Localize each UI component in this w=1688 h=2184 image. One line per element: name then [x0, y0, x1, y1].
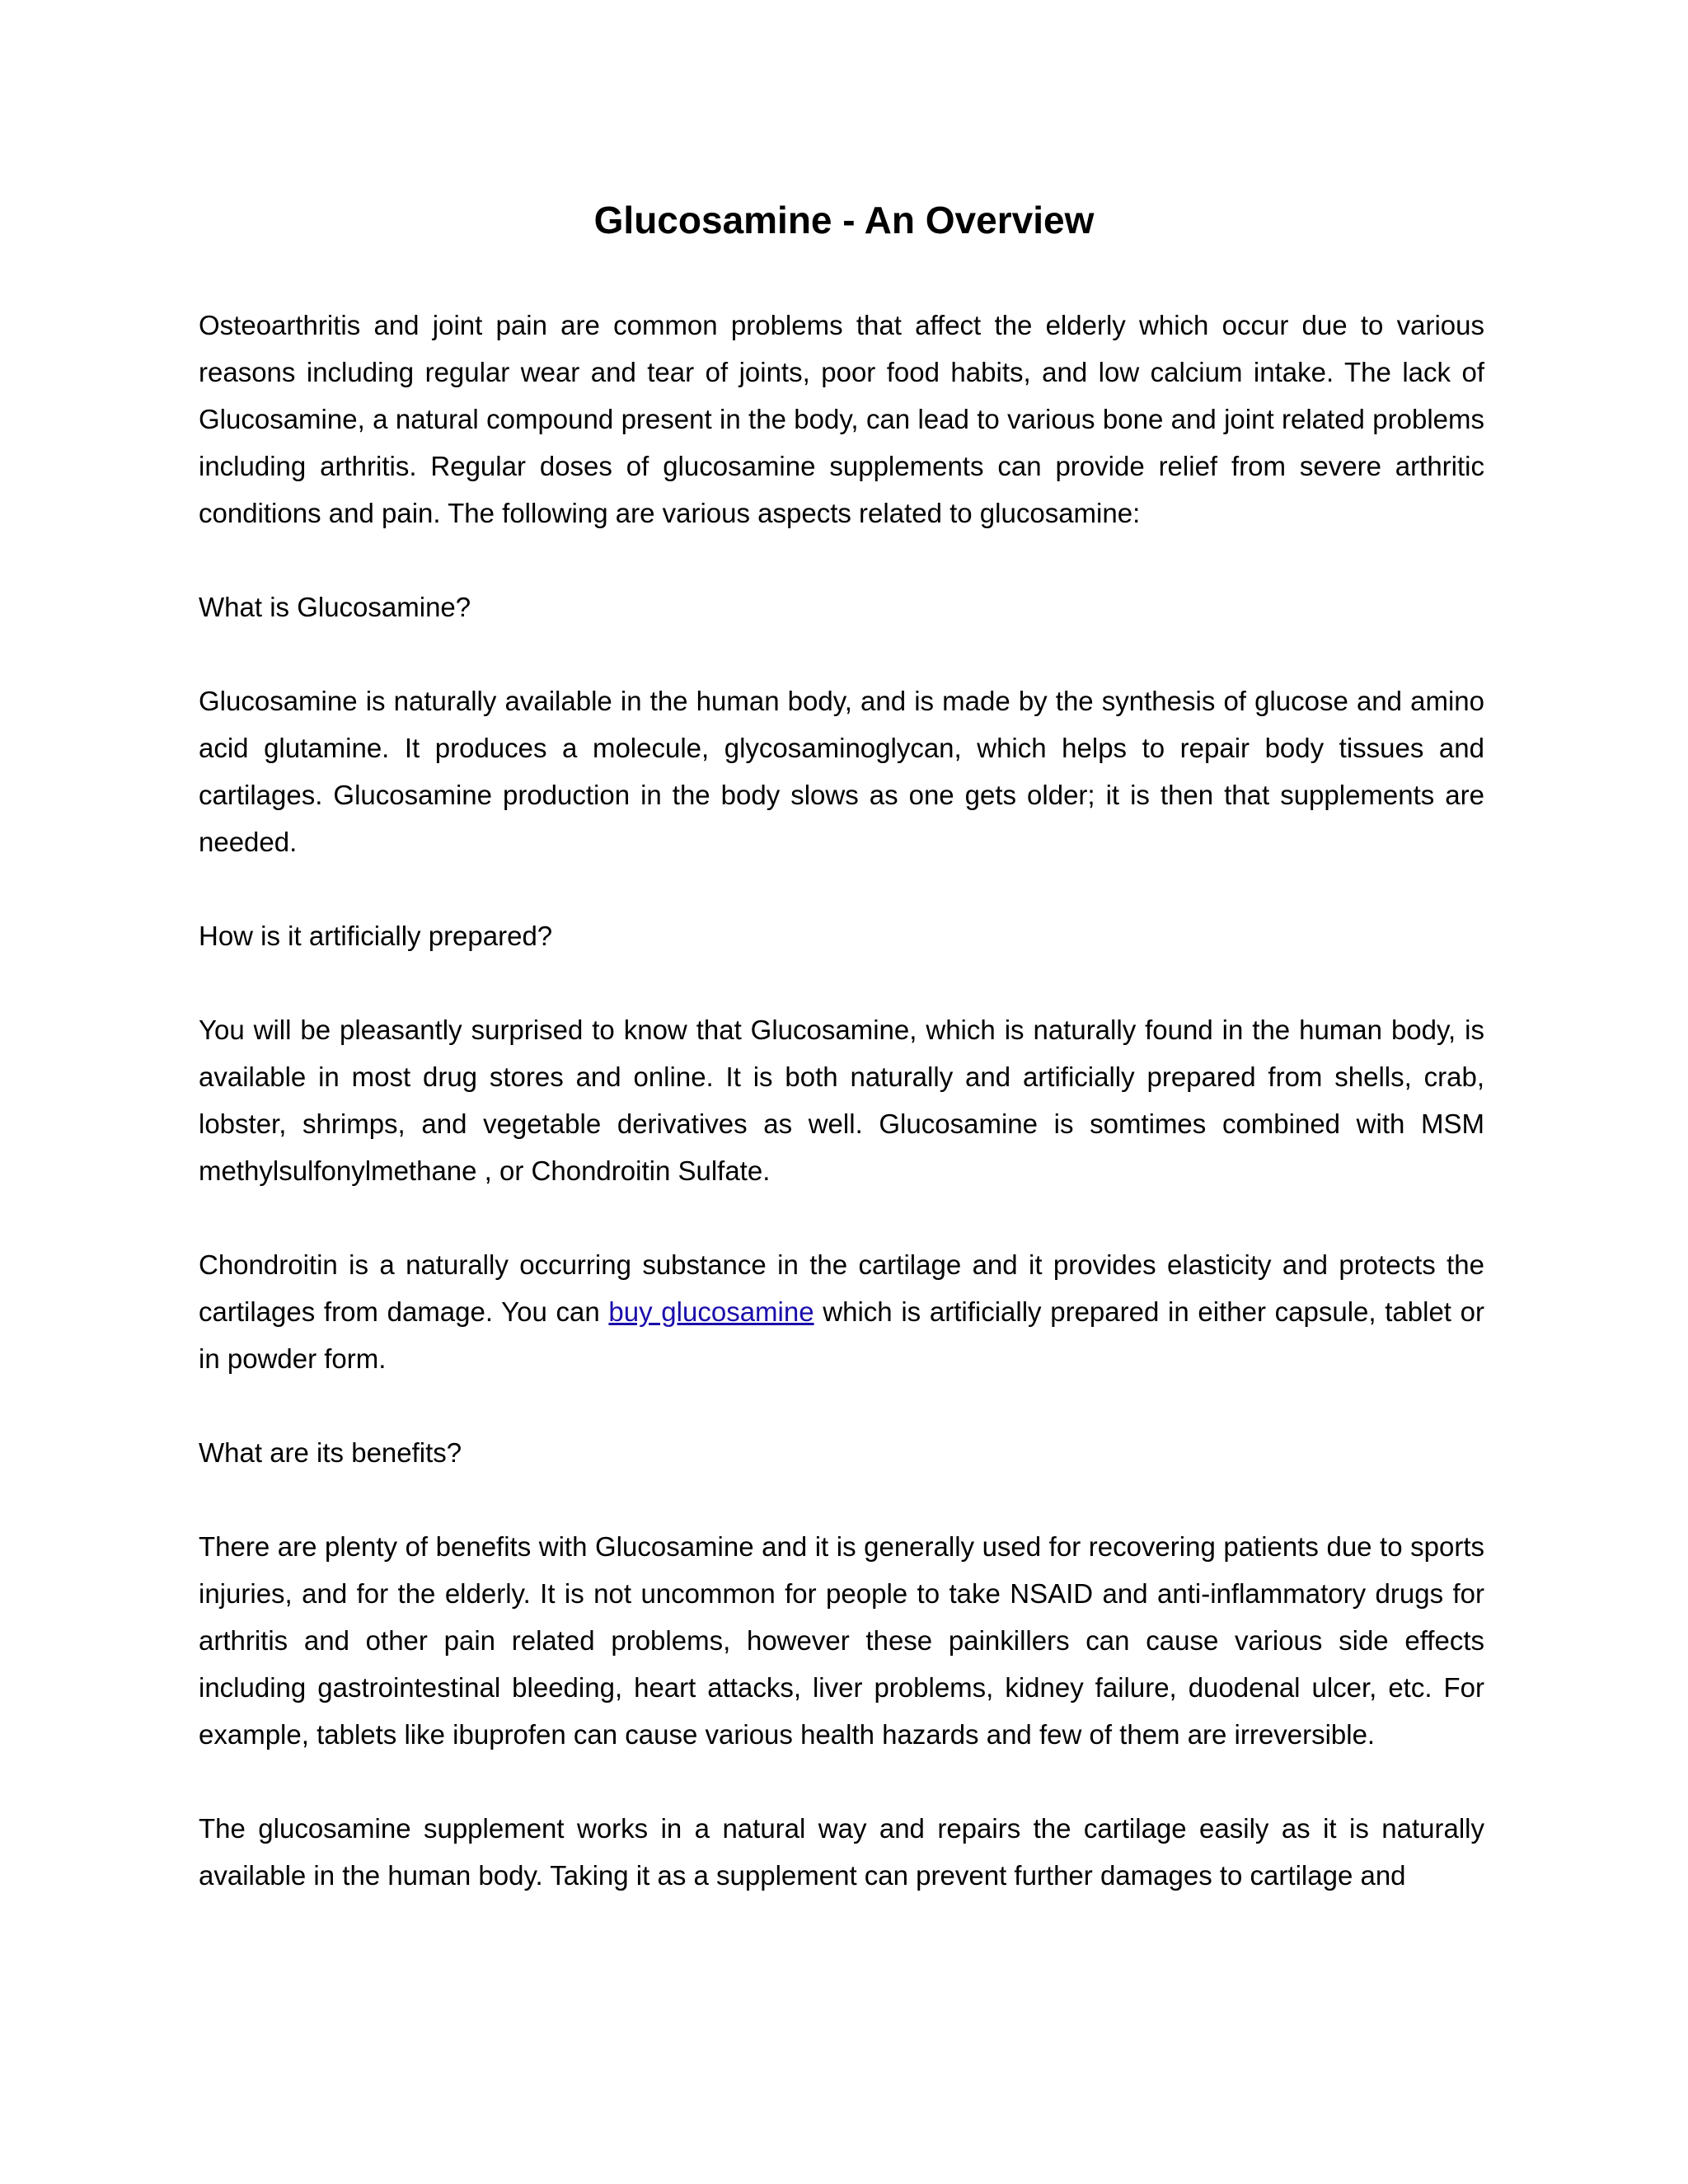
section-heading-benefits: What are its benefits? — [199, 1437, 462, 1468]
how-paragraph: You will be pleasantly surprised to know that Glucosamine, which is naturally found in the human body, is available in most drug stores and online. It is both naturally and artificially prepared from shells, crab, lobster, shrimps, and vegetable derivatives as well. Glucosamine is somtimes combined with MSM methylsulfonylmethane , or Chondroitin Sulfate. — [199, 1015, 1484, 1186]
what-paragraph: Glucosamine is naturally available in the human body, and is made by the synthesis of glucose and amino acid glutamine. It produces a molecule, glycosaminoglycan, which helps to repair body tissues and cartilages. Glucosamine production in the body slows as one gets older; it is then that supplements are needed. — [199, 686, 1484, 857]
chondroitin-text-after: which is artificially prepared in either capsule, tablet or in powder form. — [199, 1296, 1484, 1374]
benefits-paragraph: There are plenty of benefits with Glucosamine and it is generally used for recovering patients due to sports injuries, and for the elderly. It is not uncommon for people to take NSAID and anti-inflammatory drugs for arthritis and other pain related problems, however these painkillers can cause various side effects including gastrointestinal bleeding, heart attacks, liver problems, kidney failure, duodenal ulcer, etc. For example, tablets like ibuprofen can cause various health hazards and few of them are irreversible. — [199, 1531, 1484, 1750]
chondroitin-paragraph — [199, 1241, 1484, 1382]
document-body — [199, 302, 1484, 1899]
page-title: Glucosamine - An Overview — [593, 199, 1095, 241]
section-heading-how: How is it artificially prepared? — [199, 921, 553, 951]
buy-glucosamine-link[interactable]: buy glucosamine — [608, 1296, 814, 1327]
intro-paragraph: Osteoarthritis and joint pain are common problems that affect the elderly which occur due to various reasons including regular wear and tear of joints, poor food habits, and low calcium intake. The lack of Glucosamine, a natural compound present in the body, can lead to various bone and joint related problems including arthritis. Regular doses of glucosamine supplements can provide relief from severe arthritic conditions and pain. The following are various aspects related to glucosamine: — [199, 310, 1484, 528]
supplement-paragraph: The glucosamine supplement works in a natural way and repairs the cartilage easily as it is naturally available in the human body. Taking it as a supplement can prevent further damages to cartilage and — [199, 1813, 1484, 1891]
section-heading-what: What is Glucosamine? — [199, 592, 471, 622]
chondroitin-text-before: Chondroitin is a naturally occurring substance in the cartilage and it provides elasticity and protects the cartilages from damage. You can — [199, 1249, 1484, 1327]
